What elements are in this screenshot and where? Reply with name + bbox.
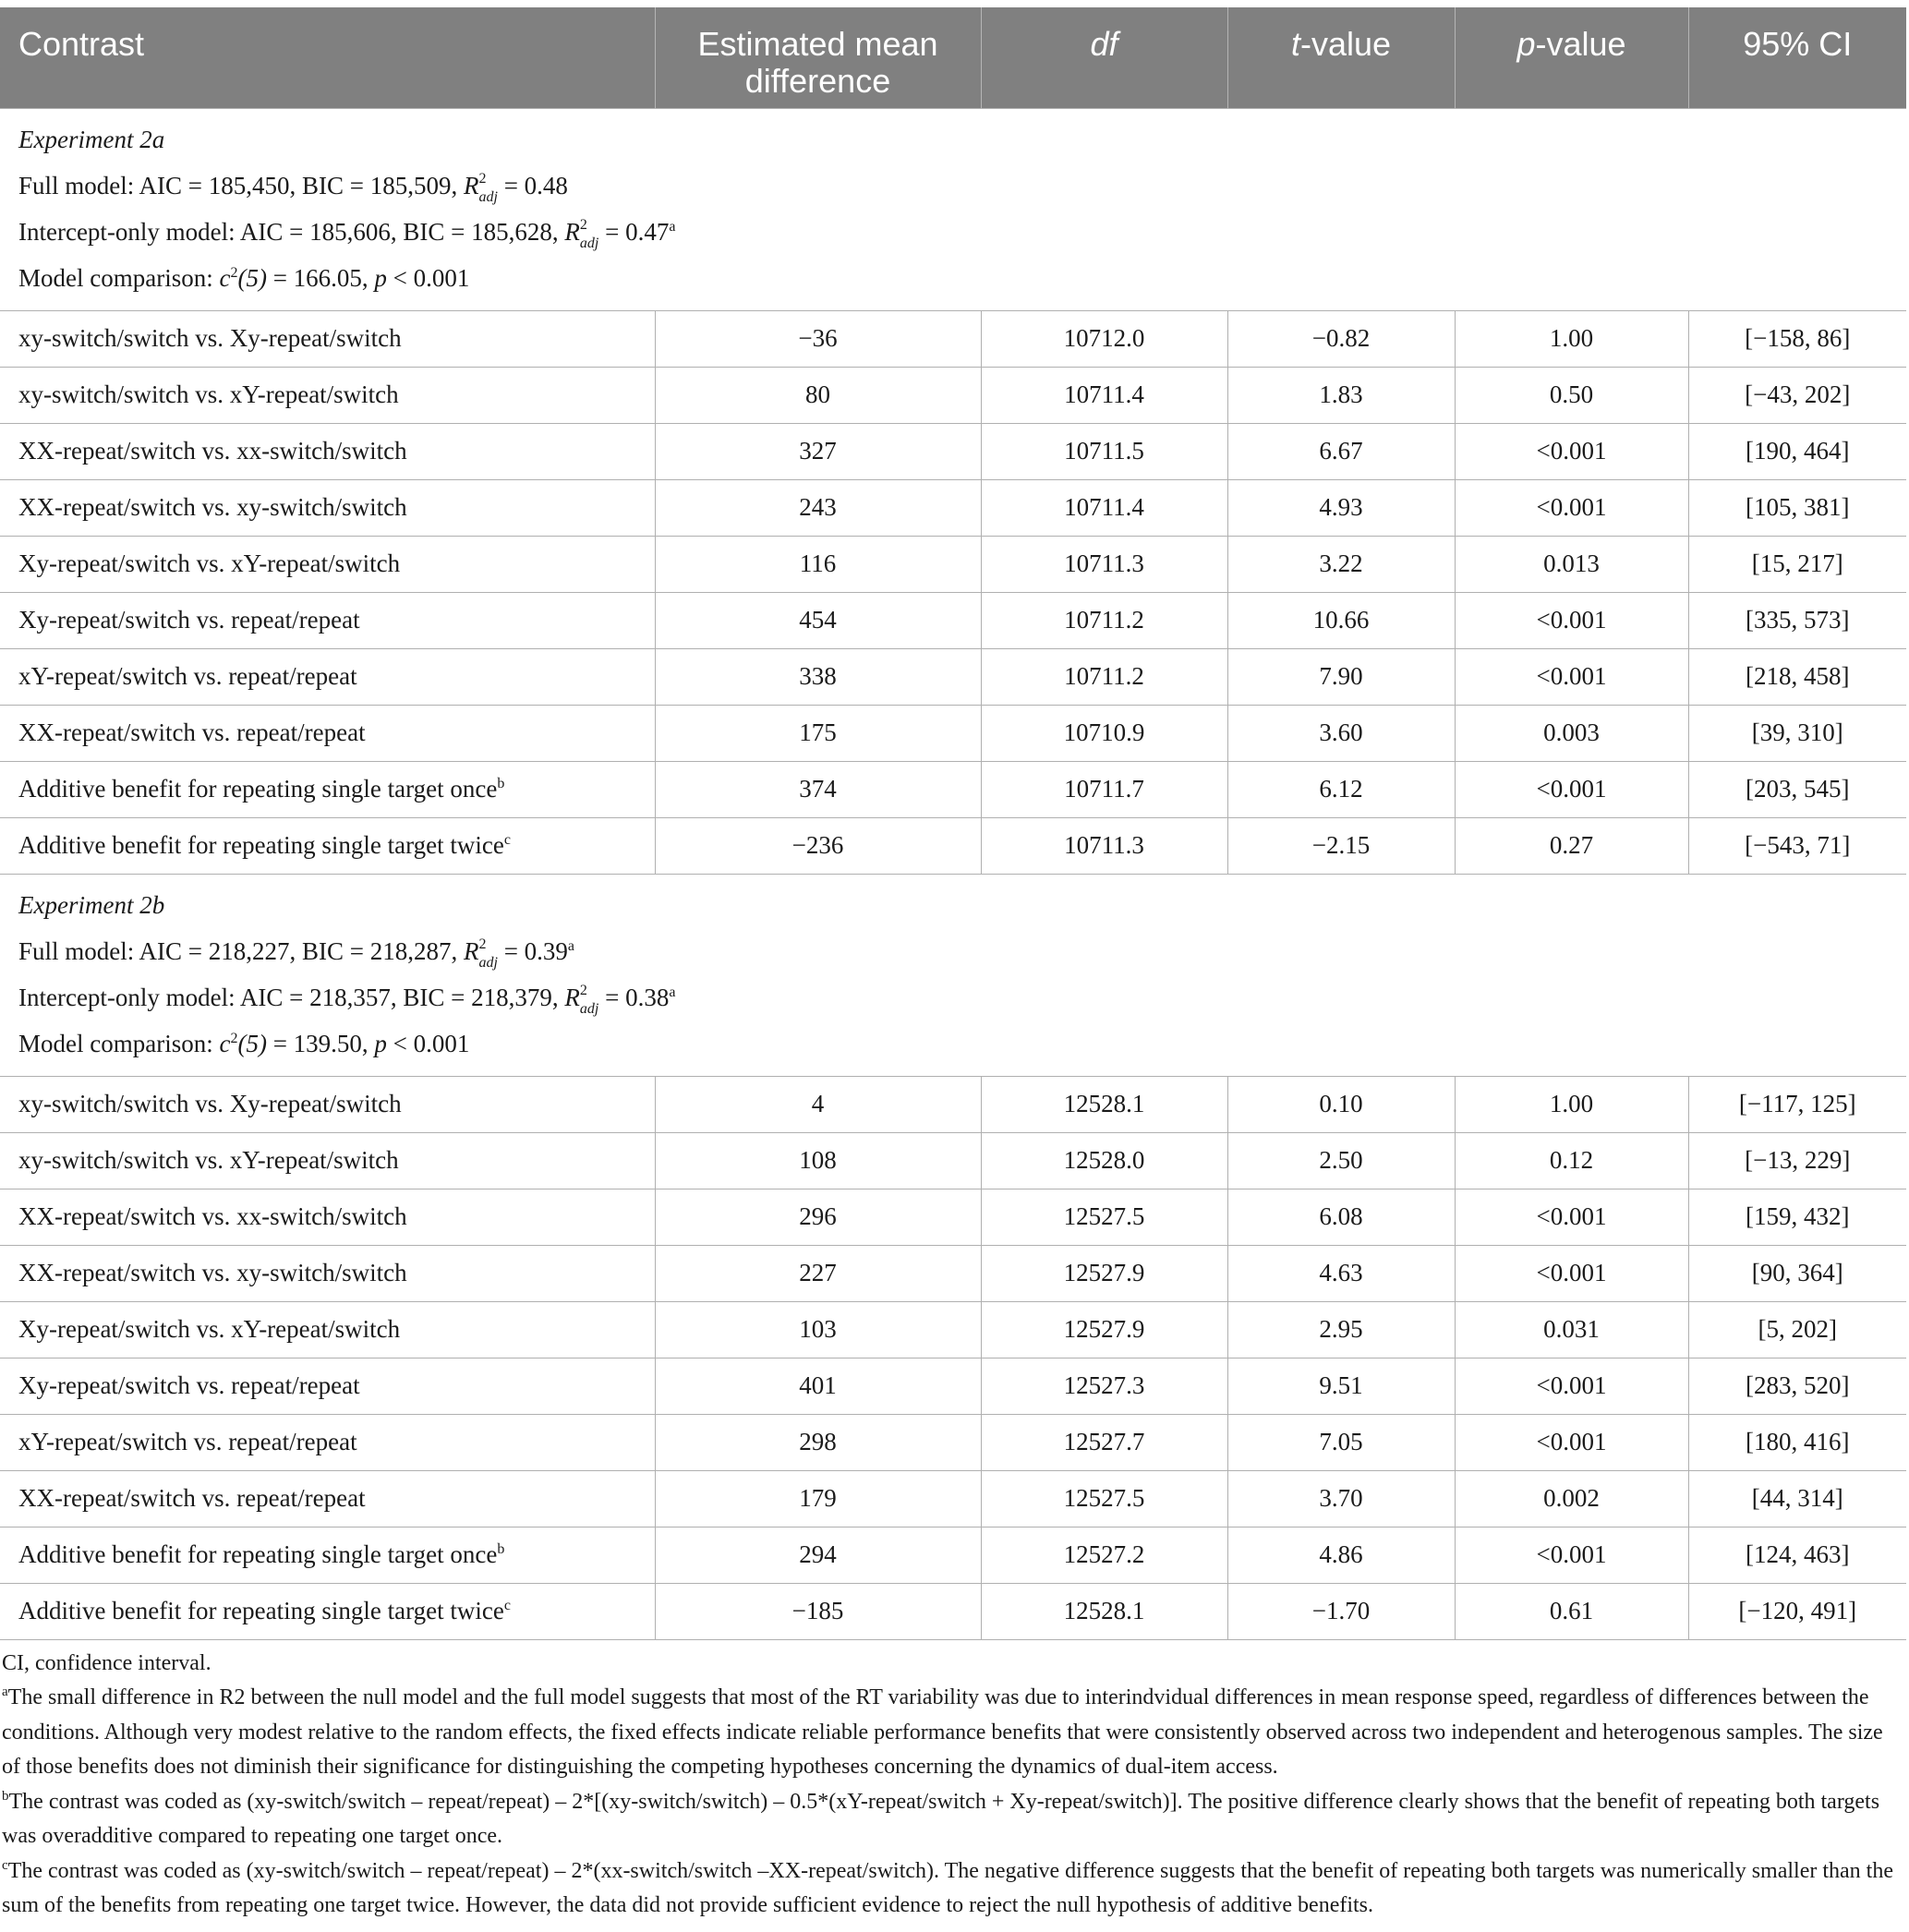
footnote-b-text: The contrast was coded as (xy-switch/switch – repeat/repeat) – 2*[(xy-switch/switch) – 0.5*(xY-repeat/switch + Xy-repeat/switch)]. The positive difference clearly shows that the benefit of repeating both targets was overadditive compared to repeating one target once. <box>2 1789 1880 1848</box>
cell-ci: [−543, 71] <box>1688 817 1906 874</box>
cell-contrast <box>0 423 655 479</box>
cell-t-value: 3.60 <box>1227 705 1455 761</box>
cell-p-value: <0.001 <box>1455 1245 1688 1301</box>
cell-df: 12528.0 <box>981 1132 1227 1189</box>
r-sub: adj <box>579 1000 599 1017</box>
table-row <box>0 423 1906 479</box>
cell-estimated-mean-difference: 179 <box>655 1470 981 1527</box>
chi-value: = 166.05, <box>272 263 369 292</box>
table-row <box>0 1245 1906 1301</box>
cell-contrast <box>0 648 655 705</box>
experiment-2a-model-comparison <box>18 255 1888 301</box>
cell-estimated-mean-difference: 227 <box>655 1245 981 1301</box>
cell-t-value: 2.95 <box>1227 1301 1455 1358</box>
cell-p-value: <0.001 <box>1455 1358 1688 1414</box>
table-header-row <box>0 7 1906 108</box>
p-symbol: p <box>374 263 387 292</box>
cell-contrast <box>0 1189 655 1245</box>
chi-symbol: c <box>219 263 231 292</box>
cell-t-value: 0.10 <box>1227 1076 1455 1132</box>
table-row <box>0 1470 1906 1527</box>
table-row <box>0 1414 1906 1470</box>
footnote-c-marker: c <box>2 1857 8 1873</box>
contrast-label: XX-repeat/switch vs. xy-switch/switch <box>18 1259 407 1286</box>
cell-estimated-mean-difference: 374 <box>655 761 981 817</box>
cell-t-value: 2.50 <box>1227 1132 1455 1189</box>
cell-t-value: 7.05 <box>1227 1414 1455 1470</box>
cell-ci: [124, 463] <box>1688 1527 1906 1583</box>
cell-p-value: 0.50 <box>1455 367 1688 423</box>
r-sub: adj <box>478 954 498 971</box>
cell-t-value: 9.51 <box>1227 1358 1455 1414</box>
r-sup: 2 <box>478 936 487 952</box>
cell-t-value: 6.67 <box>1227 423 1455 479</box>
model-comparison-label: Model comparison: <box>18 263 213 292</box>
cell-df: 10711.4 <box>981 479 1227 536</box>
contrast-label: xY-repeat/switch vs. repeat/repeat <box>18 1428 357 1455</box>
cell-p-value: 0.61 <box>1455 1583 1688 1639</box>
cell-ci: [39, 310] <box>1688 705 1906 761</box>
cell-ci: [−13, 229] <box>1688 1132 1906 1189</box>
cell-p-value: 0.27 <box>1455 817 1688 874</box>
cell-contrast <box>0 1076 655 1132</box>
cell-estimated-mean-difference: 294 <box>655 1527 981 1583</box>
experiment-2a-full-model <box>18 163 1888 209</box>
cell-contrast <box>0 817 655 874</box>
cell-contrast <box>0 1527 655 1583</box>
header-p-rest: -value <box>1535 25 1626 63</box>
r-sup: 2 <box>478 170 487 187</box>
section-experiment-2b <box>0 874 1906 1076</box>
footnote-b-marker: b <box>2 1788 9 1804</box>
cell-df: 12527.2 <box>981 1527 1227 1583</box>
cell-df: 10711.7 <box>981 761 1227 817</box>
experiment-2a-title: Experiment 2a <box>18 125 165 153</box>
cell-contrast <box>0 1245 655 1301</box>
cell-t-value: −1.70 <box>1227 1583 1455 1639</box>
cell-estimated-mean-difference: −36 <box>655 310 981 367</box>
cell-t-value: 10.66 <box>1227 592 1455 648</box>
cell-estimated-mean-difference: 80 <box>655 367 981 423</box>
cell-contrast <box>0 592 655 648</box>
cell-contrast <box>0 1301 655 1358</box>
cell-df: 10711.2 <box>981 648 1227 705</box>
cell-estimated-mean-difference: 338 <box>655 648 981 705</box>
chi-value: = 139.50, <box>272 1029 369 1057</box>
chi-sup: 2 <box>230 1030 238 1046</box>
contrast-label: XX-repeat/switch vs. xx-switch/switch <box>18 1202 407 1230</box>
cell-ci: [203, 545] <box>1688 761 1906 817</box>
cell-estimated-mean-difference: −185 <box>655 1583 981 1639</box>
contrast-label: Xy-repeat/switch vs. repeat/repeat <box>18 606 360 634</box>
full-model-r2-value: = 0.39 <box>503 936 568 965</box>
table-row <box>0 761 1906 817</box>
header-t-rest: -value <box>1299 25 1392 63</box>
cell-ci: [−158, 86] <box>1688 310 1906 367</box>
contrast-label: XX-repeat/switch vs. xy-switch/switch <box>18 493 407 521</box>
cell-ci: [−120, 491] <box>1688 1583 1906 1639</box>
table-row <box>0 648 1906 705</box>
cell-df: 12527.5 <box>981 1470 1227 1527</box>
table-row <box>0 1132 1906 1189</box>
r-squared-adj <box>464 928 498 979</box>
cell-ci: [190, 464] <box>1688 423 1906 479</box>
cell-df: 12528.1 <box>981 1583 1227 1639</box>
cell-ci: [335, 573] <box>1688 592 1906 648</box>
cell-estimated-mean-difference: 298 <box>655 1414 981 1470</box>
cell-t-value: 3.22 <box>1227 536 1455 592</box>
r-squared-adj <box>564 974 598 1025</box>
r-squared-adj <box>464 163 498 213</box>
header-ci: 95% CI <box>1688 7 1906 108</box>
contrast-label: Xy-repeat/switch vs. xY-repeat/switch <box>18 1315 401 1343</box>
cell-estimated-mean-difference: 175 <box>655 705 981 761</box>
cell-p-value: 0.013 <box>1455 536 1688 592</box>
cell-ci: [−43, 202] <box>1688 367 1906 423</box>
intercept-model-r2-value: = 0.47 <box>605 217 670 246</box>
footnote-marker: a <box>669 984 676 1000</box>
section-row-experiment-2a <box>0 108 1906 310</box>
table-row <box>0 1076 1906 1132</box>
contrast-label: xy-switch/switch vs. xY-repeat/switch <box>18 380 399 408</box>
contrast-label: XX-repeat/switch vs. repeat/repeat <box>18 718 366 746</box>
experiment-2b-title: Experiment 2b <box>18 890 165 919</box>
r-squared-adj <box>564 209 598 260</box>
cell-df: 10711.2 <box>981 592 1227 648</box>
cell-contrast <box>0 761 655 817</box>
cell-estimated-mean-difference: 108 <box>655 1132 981 1189</box>
cell-ci: [105, 381] <box>1688 479 1906 536</box>
cell-p-value: 1.00 <box>1455 310 1688 367</box>
table-row <box>0 817 1906 874</box>
full-model-r2-value: = 0.48 <box>503 171 568 199</box>
p-symbol: p <box>374 1029 387 1057</box>
cell-contrast <box>0 1132 655 1189</box>
cell-contrast <box>0 367 655 423</box>
cell-df: 12527.9 <box>981 1301 1227 1358</box>
table-row <box>0 592 1906 648</box>
footnote-b <box>2 1785 1904 1854</box>
cell-t-value: 1.83 <box>1227 367 1455 423</box>
cell-contrast <box>0 1358 655 1414</box>
table-row <box>0 1527 1906 1583</box>
cell-p-value: 0.031 <box>1455 1301 1688 1358</box>
p-value: < 0.001 <box>393 1029 470 1057</box>
header-p-letter: p <box>1516 25 1536 63</box>
cell-contrast <box>0 479 655 536</box>
contrast-label: XX-repeat/switch vs. xx-switch/switch <box>18 437 407 465</box>
header-t-value <box>1227 7 1455 108</box>
section-experiment-2a <box>0 108 1906 310</box>
cell-p-value: <0.001 <box>1455 761 1688 817</box>
contrast-label: xy-switch/switch vs. xY-repeat/switch <box>18 1146 399 1174</box>
cell-estimated-mean-difference: 116 <box>655 536 981 592</box>
intercept-model-text: Intercept-only model: AIC = 218,357, BIC = 218,379, <box>18 983 559 1011</box>
cell-ci: [−117, 125] <box>1688 1076 1906 1132</box>
contrast-label: Xy-repeat/switch vs. xY-repeat/switch <box>18 549 401 577</box>
header-df-label: df <box>1090 25 1118 63</box>
header-t-letter: t <box>1290 25 1300 63</box>
r-sub: adj <box>478 188 498 205</box>
model-comparison-label: Model comparison: <box>18 1029 213 1057</box>
footnote-a-text: The small difference in R2 between the null model and the full model suggests that most of the RT variability was due to interindvidual differences in mean response speed, regardless of differences between the conditions. Although very modest relative to the random effects, the fixed effects indicate reliable performance benefits that were consistently observed across two independent and heterogenous samples. The size of those benefits does not diminish their significance for distinguishing the competing hypotheses concerning the dynamics of dual-item access. <box>2 1685 1883 1779</box>
cell-p-value: <0.001 <box>1455 423 1688 479</box>
cell-t-value: 6.12 <box>1227 761 1455 817</box>
intercept-model-r2-value: = 0.38 <box>605 983 670 1011</box>
cell-t-value: −0.82 <box>1227 310 1455 367</box>
cell-estimated-mean-difference: 296 <box>655 1189 981 1245</box>
r-letter: R <box>463 171 479 199</box>
r-sup: 2 <box>579 982 587 998</box>
cell-t-value: 6.08 <box>1227 1189 1455 1245</box>
cell-ci: [283, 520] <box>1688 1358 1906 1414</box>
experiment-2b-full-model <box>18 928 1888 974</box>
cell-df: 10710.9 <box>981 705 1227 761</box>
cell-p-value: <0.001 <box>1455 1189 1688 1245</box>
cell-t-value: 4.86 <box>1227 1527 1455 1583</box>
full-model-text: Full model: AIC = 185,450, BIC = 185,509, <box>18 171 458 199</box>
cell-df: 10711.4 <box>981 367 1227 423</box>
cell-df: 12527.5 <box>981 1189 1227 1245</box>
cell-ci: [180, 416] <box>1688 1414 1906 1470</box>
cell-df: 12527.3 <box>981 1358 1227 1414</box>
contrast-label: Additive benefit for repeating single target once <box>18 775 498 803</box>
header-contrast: Contrast <box>18 25 145 63</box>
r-letter: R <box>564 983 580 1011</box>
cell-t-value: −2.15 <box>1227 817 1455 874</box>
footnote-c <box>2 1854 1904 1924</box>
chi-sup: 2 <box>230 264 238 281</box>
chi-symbol: c <box>219 1029 231 1057</box>
contrast-label: xy-switch/switch vs. Xy-repeat/switch <box>18 1090 402 1117</box>
cell-contrast <box>0 1583 655 1639</box>
table-row <box>0 705 1906 761</box>
table-row <box>0 1358 1906 1414</box>
table-row <box>0 1189 1906 1245</box>
header-p-value <box>1455 7 1688 108</box>
cell-estimated-mean-difference: 327 <box>655 423 981 479</box>
footnote-abbreviation: CI, confidence interval. <box>2 1650 211 1675</box>
cell-ci: [44, 314] <box>1688 1470 1906 1527</box>
footnote-marker: c <box>503 832 511 848</box>
table-row <box>0 536 1906 592</box>
cell-df: 12527.7 <box>981 1414 1227 1470</box>
intercept-model-text: Intercept-only model: AIC = 185,606, BIC = 185,628, <box>18 217 559 246</box>
r-letter: R <box>564 217 580 246</box>
cell-p-value: <0.001 <box>1455 479 1688 536</box>
cell-estimated-mean-difference: 401 <box>655 1358 981 1414</box>
cell-ci: [218, 458] <box>1688 648 1906 705</box>
header-df <box>981 7 1227 108</box>
cell-t-value: 3.70 <box>1227 1470 1455 1527</box>
section-row-experiment-2b <box>0 874 1906 1076</box>
cell-t-value: 4.93 <box>1227 479 1455 536</box>
chi-df: (5) <box>237 263 267 292</box>
cell-ci: [15, 217] <box>1688 536 1906 592</box>
table-row <box>0 1301 1906 1358</box>
chi-df: (5) <box>237 1029 267 1057</box>
cell-df: 10711.3 <box>981 817 1227 874</box>
table-row <box>0 479 1906 536</box>
table-row <box>0 310 1906 367</box>
cell-p-value: <0.001 <box>1455 1527 1688 1583</box>
footnote-a <box>2 1681 1904 1785</box>
cell-estimated-mean-difference: 103 <box>655 1301 981 1358</box>
cell-t-value: 7.90 <box>1227 648 1455 705</box>
p-value: < 0.001 <box>393 263 470 292</box>
footnote-marker: b <box>497 1541 505 1557</box>
cell-df: 10711.3 <box>981 536 1227 592</box>
contrast-label: xy-switch/switch vs. Xy-repeat/switch <box>18 324 402 352</box>
footnote-marker: a <box>567 937 575 954</box>
experiment-2b-intercept-model <box>18 974 1888 1020</box>
cell-contrast <box>0 310 655 367</box>
contrast-label: XX-repeat/switch vs. repeat/repeat <box>18 1484 366 1512</box>
cell-estimated-mean-difference: 4 <box>655 1076 981 1132</box>
experiment-2b-model-comparison <box>18 1020 1888 1067</box>
table-row <box>0 367 1906 423</box>
contrast-results-table <box>0 7 1906 1640</box>
r-letter: R <box>463 936 479 965</box>
cell-estimated-mean-difference: −236 <box>655 817 981 874</box>
cell-p-value: <0.001 <box>1455 648 1688 705</box>
footnote-marker: c <box>503 1598 511 1613</box>
cell-ci: [90, 364] <box>1688 1245 1906 1301</box>
cell-p-value: 0.12 <box>1455 1132 1688 1189</box>
cell-contrast <box>0 705 655 761</box>
footnote-a-marker: a <box>2 1684 8 1699</box>
cell-df: 10711.5 <box>981 423 1227 479</box>
cell-df: 10712.0 <box>981 310 1227 367</box>
table-row <box>0 1583 1906 1639</box>
results-table-container <box>0 7 1909 1924</box>
header-estimated-mean-difference: Estimated mean difference <box>655 7 981 108</box>
cell-p-value: 0.002 <box>1455 1470 1688 1527</box>
r-sup: 2 <box>579 216 587 233</box>
cell-contrast <box>0 1470 655 1527</box>
contrast-label: Additive benefit for repeating single target twice <box>18 831 504 859</box>
contrast-label: xY-repeat/switch vs. repeat/repeat <box>18 662 357 690</box>
cell-ci: [5, 202] <box>1688 1301 1906 1358</box>
experiment-2a-intercept-model <box>18 209 1888 255</box>
footnote-marker: b <box>497 776 505 791</box>
cell-estimated-mean-difference: 243 <box>655 479 981 536</box>
footnote-marker: a <box>669 218 676 235</box>
cell-p-value: <0.001 <box>1455 592 1688 648</box>
cell-p-value: 1.00 <box>1455 1076 1688 1132</box>
footnote-c-text: The contrast was coded as (xy-switch/switch – repeat/repeat) – 2*(xx-switch/switch –XX-repeat/switch). The negative difference suggests that the benefit of repeating both targets was numerically smaller than the sum of the benefits from repeating one target twice. However, the data did not provide sufficient evidence to reject the null hypothesis of additive benefits. <box>2 1858 1893 1917</box>
cell-t-value: 4.63 <box>1227 1245 1455 1301</box>
cell-ci: [159, 432] <box>1688 1189 1906 1245</box>
cell-p-value: <0.001 <box>1455 1414 1688 1470</box>
r-sub: adj <box>579 235 599 251</box>
table-footnotes <box>0 1640 1904 1924</box>
cell-df: 12527.9 <box>981 1245 1227 1301</box>
cell-p-value: 0.003 <box>1455 705 1688 761</box>
contrast-label: Additive benefit for repeating single target once <box>18 1540 498 1568</box>
full-model-text: Full model: AIC = 218,227, BIC = 218,287, <box>18 936 458 965</box>
contrast-label: Additive benefit for repeating single target twice <box>18 1597 504 1624</box>
cell-contrast <box>0 536 655 592</box>
contrast-label: Xy-repeat/switch vs. repeat/repeat <box>18 1371 360 1399</box>
cell-df: 12528.1 <box>981 1076 1227 1132</box>
cell-contrast <box>0 1414 655 1470</box>
cell-estimated-mean-difference: 454 <box>655 592 981 648</box>
